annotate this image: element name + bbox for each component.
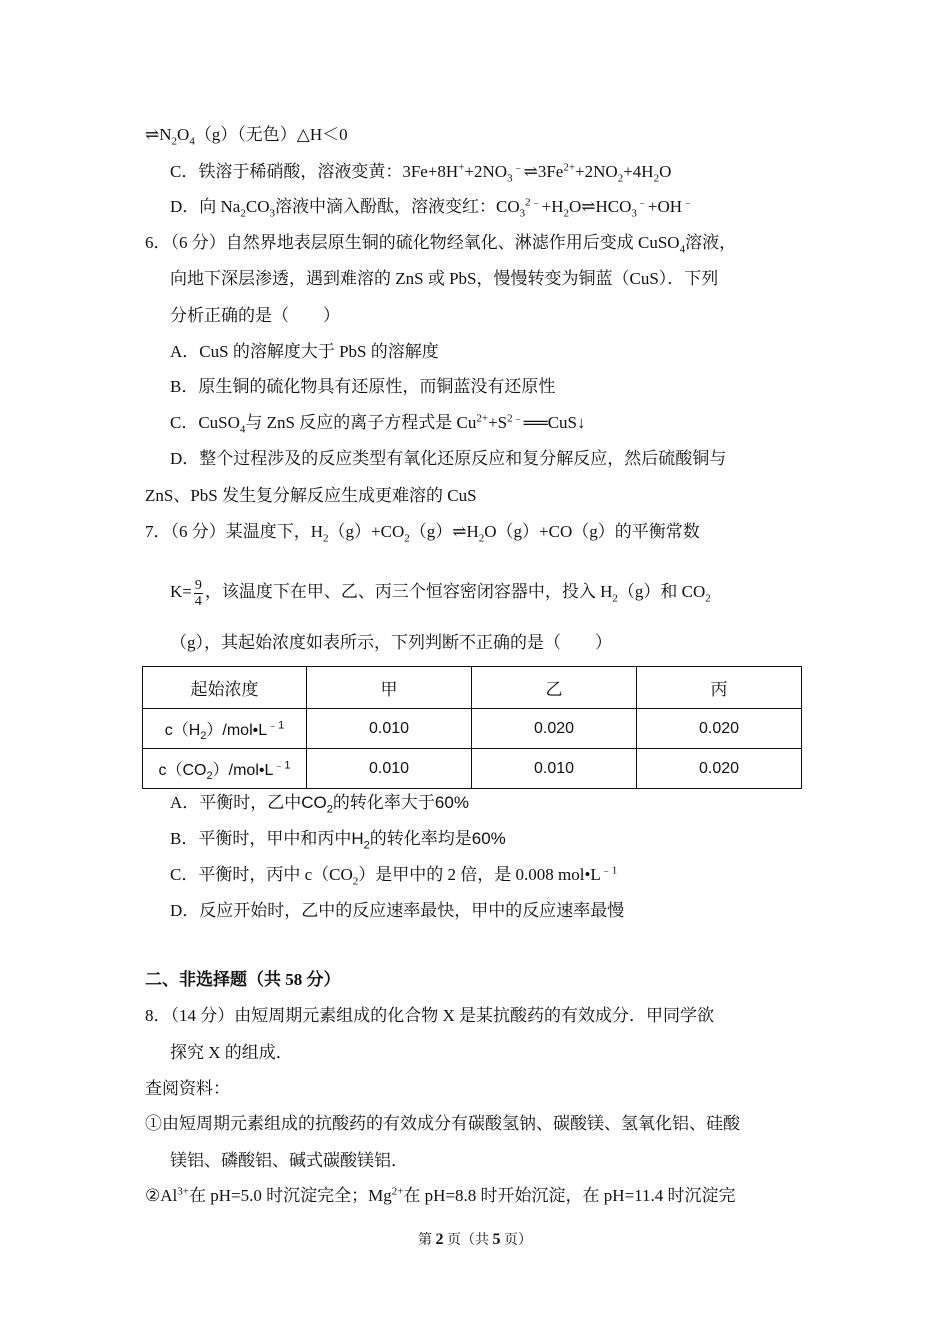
q6-option-c: C．CuSO$_4$与 ZnS 反应的离子方程式是 $Cu^{2+}+S^{2﹣}══CuS↓$ — [170, 412, 586, 436]
q6-option-d-line2: ZnS、PbS 发生复分解反应生成更难溶的 CuS — [145, 486, 477, 505]
equation-continuation: $\rightleftharpoons N_2O_4(g)$（无色）△H＜0 — [145, 125, 348, 148]
q6-stem-line3: 分析正确的是（ ） — [170, 306, 340, 325]
table-header: 甲 — [307, 667, 472, 709]
section-heading: 二、非选择题（共 58 分） — [145, 970, 341, 989]
table-row — [143, 749, 802, 789]
q7-option-a: A．平衡时，乙中$CO_2$的转化率大于60% — [170, 793, 469, 816]
q8-stem-line1: 8．（14 分）由短周期元素组成的化合物 X 是某抗酸药的有效成分．甲同学欲 — [145, 1006, 715, 1025]
q6-option-b: B．原生铜的硫化物具有还原性，而铜蓝没有还原性 — [170, 377, 556, 396]
q8-reference-1-line1: ①由短周期元素组成的抗酸药的有效成分有碳酸氢钠、碳酸镁、氢氧化铝、硅酸 — [145, 1114, 740, 1133]
row-label: $c(H_2)/mol•L^{﹣1}$ — [143, 709, 307, 749]
row-label: $c(CO_2)/mol•L^{﹣1}$ — [143, 749, 307, 789]
table-header: 起始浓度 — [143, 667, 307, 709]
q5-option-d: D．向 $Na_2CO_3$溶液中滴入酚酞，溶液变红：$CO_3^{2﹣}+H_2O\rightleftharpoons HCO_3^﹣+OH^﹣$ — [170, 196, 694, 220]
table-header: 乙 — [472, 667, 637, 709]
q8-stem-line2: 探究 X 的组成． — [170, 1043, 293, 1062]
table-cell: 0.010 — [472, 749, 637, 789]
table-row — [143, 709, 802, 749]
initial-concentration-table — [142, 666, 802, 789]
q6-option-a: A．CuS 的溶解度大于 PbS 的溶解度 — [170, 342, 439, 361]
table-cell: 0.010 — [307, 709, 472, 749]
q7-stem-line1: 7．（6 分）某温度下，$H_2(g)+CO_2(g)\rightleftharpoons H_2O(g)+CO(g)$的平衡常数 — [145, 522, 700, 545]
page-footer: 第 2 页（共 5 页） — [418, 1231, 532, 1248]
q6-option-d-line1: D．整个过程涉及的反应类型有氧化还原反应和复分解反应，然后硫酸铜与 — [170, 449, 727, 468]
q5-option-c: C．铁溶于稀硝酸，溶液变黄：$3Fe+8H^++2NO_3^﹣\rightleftharpoons 3Fe^{2+}+2NO_2+4H_2O$ — [170, 161, 672, 185]
q7-stem-line3: （g），其起始浓度如表所示，下列判断不正确的是（ ） — [170, 633, 612, 652]
q8-reference-2: $②Al^{3+}$在 pH=5.0 时沉淀完全；$Mg^{2+}$在 pH=8.8 时开始沉淀，在 pH=11.4 时沉淀完 — [145, 1185, 736, 1205]
q7-option-d: D．反应开始时，乙中的反应速率最快，甲中的反应速率最慢 — [170, 901, 625, 920]
table-header: 丙 — [637, 667, 802, 709]
q7-option-c: C．平衡时，丙中 $c(CO_2)$是甲中的 2 倍，是 0.008 $mol•L^{﹣1}$ — [170, 864, 618, 888]
q6-stem-line2: 向地下深层渗透，遇到难溶的 ZnS 或 PbS，慢慢转变为铜蓝（CuS）．下列 — [170, 269, 719, 288]
table-cell: 0.020 — [637, 749, 802, 789]
q8-reference-1-line2: 镁铝、磷酸铝、碱式碳酸镁铝． — [170, 1151, 408, 1170]
table-cell: 0.020 — [472, 709, 637, 749]
q7-option-b: B．平衡时，甲中和丙中$H_2$的转化率均是60% — [170, 829, 506, 852]
q8-reference-heading: 查阅资料： — [145, 1079, 230, 1098]
q6-stem-line1: 6．（6 分）自然界地表层原生铜的硫化物经氧化、淋滤作用后变成 CuSO$_4$溶液， — [145, 233, 737, 256]
table-cell: 0.010 — [307, 749, 472, 789]
q7-stem-line2: K= $\frac{9}{4}$ ，该温度下在甲、乙、丙三个恒容密闭容器中，投入 $H_2(g)$和 $CO_2$ — [170, 577, 711, 609]
table-cell: 0.020 — [637, 709, 802, 749]
k-fraction: $\frac{9}{4}$ — [194, 577, 202, 609]
